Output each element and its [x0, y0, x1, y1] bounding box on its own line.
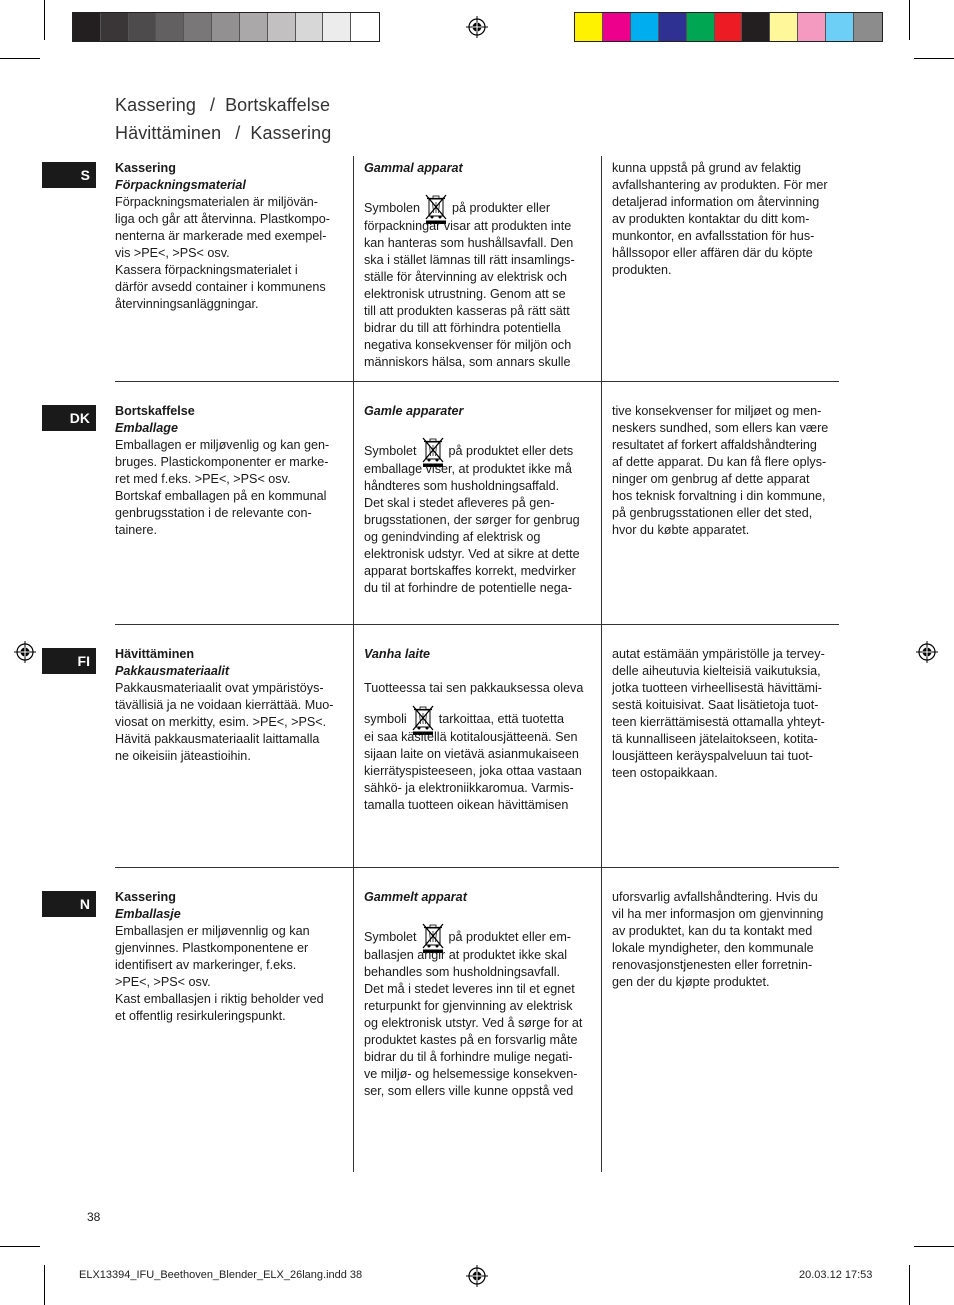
column-divider — [353, 156, 354, 1172]
section-divider — [115, 867, 839, 868]
old-appliance-column — [364, 646, 596, 814]
body-text: Emballasjen er miljøvennlig og kan gjenvinnes. Plastkomponentene er identifisert av markeringer, f.eks. >PE<, >PS< osv. Kast emballasjen i riktig beholder ved et offentlig resirkuleringspunkt. — [115, 924, 324, 1023]
page-number: 38 — [87, 1210, 101, 1224]
crop-mark — [909, 0, 910, 40]
body-text: uforsvarlig avfallshåndtering. Hvis du vil ha mer informasjon om gjenvinning av produktet, kan du ta kontakt med lokale myndigheter, den kommunale renovasjonstjenesten eller forretnin- gen der du kjøpte produktet. — [612, 890, 824, 989]
continuation-column — [612, 889, 844, 991]
title-finnish: Hävittäminen — [115, 123, 222, 143]
packaging-column — [115, 160, 345, 313]
language-label: FI — [42, 648, 96, 674]
registration-target-icon — [14, 641, 36, 663]
gray-swatch — [73, 13, 101, 41]
color-swatch — [854, 13, 882, 41]
symbol-post-text: på produkter eller — [452, 201, 551, 215]
title-danish: Bortskaffelse — [225, 95, 331, 115]
section-heading: Bortskaffelse — [115, 404, 195, 418]
packaging-column — [115, 889, 345, 1025]
registration-target-icon — [466, 1265, 488, 1287]
column-divider — [601, 156, 602, 1172]
section-heading: Hävittäminen — [115, 647, 195, 661]
continuation-column — [612, 646, 844, 782]
footer-date: 20.03.12 17:53 — [799, 1269, 873, 1281]
gray-swatch — [101, 13, 129, 41]
gray-swatch — [129, 13, 157, 41]
symbol-pre-text: Symbolen — [364, 201, 421, 215]
body-text: tive konsekvenser for miljøet og men- neskers sundhed, som ellers kan være resultatet af forkert affaldshåndtering af dette apparat. Du kan få flere oplys- ninger om genbrug af dette apparat hos teknisk forvaltning i din kommune, på genbrugsstationen eller det sted, hvor du købte apparatet. — [612, 404, 829, 537]
language-label: DK — [42, 405, 96, 431]
page-title-line-2 — [115, 123, 331, 144]
color-swatch — [826, 13, 854, 41]
crop-mark — [909, 1265, 910, 1305]
section-subheading: Förpackningsmaterial — [115, 178, 246, 192]
section-subheading: Emballage — [115, 421, 178, 435]
section-subheading: Emballasje — [115, 907, 181, 921]
body-text: emballage viser, at produktet ikke må håndteres som husholdningsaffald. Det skal i stedet afleveres på gen- brugsstationen, der sørger for genbrug og genindvinding af elektrisk og elektronisk udstyr. Ved at sikre at dette apparat bortskaffes korrekt, medvirker du til at forhindre de potentielle nega- — [364, 462, 580, 595]
gray-swatch — [156, 13, 184, 41]
body-text: kunna uppstå på grund av felaktig avfallshantering av produkten. För mer detaljerad information om återvinning av produkten kontaktar du ditt kom- munkontor, en avfallsstation för hus- hållssopor eller affären där du köpte produkten. — [612, 161, 828, 277]
gray-swatch — [296, 13, 324, 41]
color-swatch — [798, 13, 826, 41]
gray-swatch — [323, 13, 351, 41]
section-heading: Kassering — [115, 161, 176, 175]
body-text: Förpackningsmaterialen är miljövän- liga och går att återvinna. Plastkompo- nenterna är markerade med exempel- vis >PE<, >PS< osv. Kassera förpackningsmaterialet i därför avsedd container i kommunens återvinningsanläggningar. — [115, 195, 330, 311]
gray-swatch — [268, 13, 296, 41]
body-text: ei saa käsitellä kotitalousjätteenä. Sen sijaan laite on vietävä asianmukaiseen kierrätyspisteeseen, joka ottaa vastaan sähkö- ja elektroniikkaromua. Varmis- tamalla tuotteen oikean hävittämisen — [364, 730, 582, 812]
gray-swatch — [351, 13, 379, 41]
page-title-line-1 — [115, 95, 330, 116]
color-swatch — [770, 13, 798, 41]
symbol-post-text: på produktet eller dets — [448, 444, 574, 458]
symbol-pre-text: Symbolet — [364, 930, 417, 944]
body-text: Emballagen er miljøvenlig og kan gen- bruges. Plastickomponenter er marke- ret med f.eks. >PE<, >PS< osv. Bortskaf emballagen på en kommunal genbrugsstation i de relevante con- tainere. — [115, 438, 330, 537]
registration-target-icon — [466, 16, 488, 38]
symbol-pre-text: symboli — [364, 712, 407, 726]
old-appliance-heading: Vanha laite — [364, 647, 431, 661]
crop-mark — [44, 1265, 45, 1305]
old-appliance-column — [364, 160, 596, 371]
symbol-post-text: på produktet eller em- — [448, 930, 572, 944]
color-swatch — [603, 13, 631, 41]
registration-target-icon — [916, 641, 938, 663]
color-swatch — [659, 13, 687, 41]
title-norwegian: Kassering — [250, 123, 332, 143]
language-label: S — [42, 162, 96, 188]
title-swedish: Kassering — [115, 95, 196, 115]
old-appliance-column — [364, 889, 596, 1100]
section-subheading: Pakkausmateriaalit — [115, 664, 230, 678]
color-swatch — [715, 13, 743, 41]
old-appliance-heading: Gammal apparat — [364, 161, 463, 175]
packaging-column — [115, 403, 345, 539]
gray-calibration-bar — [72, 12, 380, 42]
crop-mark — [914, 1246, 954, 1247]
color-swatch — [687, 13, 715, 41]
body-text: förpackningar visar att produkten inte kan hanteras som hushållsavfall. Den ska i stället lämnas till rätt insamlings- ställe för återvinning av elektrisk och elektronisk utrustning. Genom att se till att produkten kasseras på rätt sätt bidrar du till att förhindra potentiella negativa konsekvenser för miljön och människors hälsa, som annars skulle — [364, 219, 575, 369]
continuation-column — [612, 160, 844, 279]
gray-swatch — [212, 13, 240, 41]
continuation-column — [612, 403, 844, 539]
color-swatch — [631, 13, 659, 41]
crop-mark — [0, 58, 40, 59]
language-label: N — [42, 891, 96, 917]
intro-text: Tuotteessa tai sen pakkauksessa oleva — [364, 681, 584, 695]
crop-mark — [914, 58, 954, 59]
body-text: ballasjen angir at produktet ikke skal behandles som husholdningsavfall. Det må i stedet leveres inn til et egnet returpunkt for gjenvinning av elektrisk og elektronisk utstyr. Ved å sørge for at produktet kastes på en forsvarlig måte bidrar du til å forhindre mulige negati- ve miljø- og helsemessige konsekven- ser, som ellers ville kunne oppstå ved — [364, 948, 583, 1098]
title-separator: / — [209, 95, 216, 115]
title-separator: / — [235, 123, 241, 143]
footer-filename: ELX13394_IFU_Beethoven_Blender_ELX_26lang.indd 38 — [79, 1269, 363, 1281]
old-appliance-heading: Gammelt apparat — [364, 890, 467, 904]
old-appliance-heading: Gamle apparater — [364, 404, 464, 418]
crop-mark — [44, 0, 45, 40]
symbol-pre-text: Symbolet — [364, 444, 417, 458]
old-appliance-column — [364, 403, 596, 597]
body-text: Pakkausmateriaalit ovat ympäristöys- tävällisiä ja ne voidaan kierrättää. Muo- viosat on merkitty, esim. >PE<, >PS<. Hävitä pakkausmateriaalit laittamalla ne oikeisiin jäteastioihin. — [115, 681, 334, 763]
section-divider — [115, 381, 839, 382]
body-text: autat estämään ympäristölle ja tervey- delle aiheutuvia kielteisiä vaikutuksia, jotka tuotteen virheellisestä hävittämi- sestä koituisivat. Saat lisätietoja tuot- teen kierrättämisestä ottamalla yhteyt- tä kunnalliseen jätelaitokseen, kotita- lousjätteen keräyspalveluun tai tuot- teen ostopaikkaan. — [612, 647, 825, 780]
symbol-post-text: tarkoittaa, että tuotetta — [438, 712, 565, 726]
section-divider — [115, 624, 839, 625]
section-heading: Kassering — [115, 890, 176, 904]
gray-swatch — [240, 13, 268, 41]
packaging-column — [115, 646, 345, 765]
color-swatch — [575, 13, 603, 41]
color-calibration-bar — [574, 12, 883, 42]
color-swatch — [742, 13, 770, 41]
crop-mark — [0, 1246, 40, 1247]
gray-swatch — [184, 13, 212, 41]
